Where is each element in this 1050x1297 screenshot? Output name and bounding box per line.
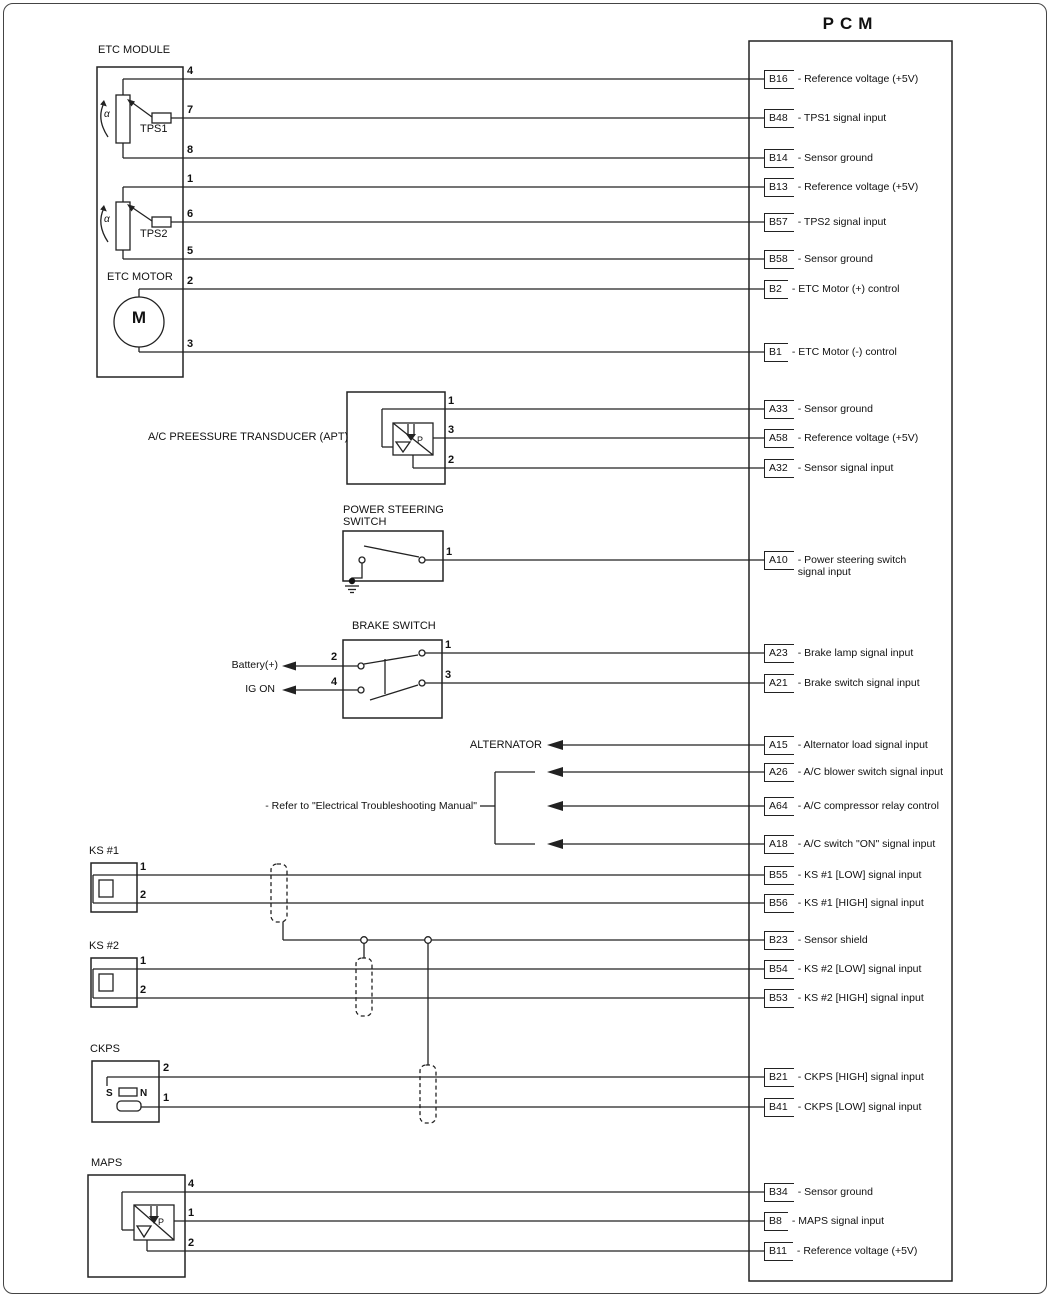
battery-label: Battery(+) — [231, 659, 278, 671]
ks2-pin-1: 1 — [140, 955, 147, 967]
pcm-pin-row-b2 — [764, 280, 900, 299]
pin-code: A32 — [764, 459, 794, 478]
maps-label: MAPS — [91, 1157, 123, 1169]
pin-code: B57 — [764, 213, 794, 232]
pcm-pin-row-a15 — [764, 736, 928, 755]
brake-pin-3: 3 — [445, 669, 452, 681]
ckps-label: CKPS — [90, 1043, 120, 1055]
pin-desc: - Sensor ground — [797, 403, 873, 415]
etc-pin-4: 4 — [187, 65, 194, 77]
etc-module-label: ETC MODULE — [98, 44, 171, 56]
ks1-graphic — [91, 863, 764, 912]
pin-desc: - Power steering switch signal input — [797, 554, 907, 578]
etc-pin-7: 7 — [187, 104, 194, 116]
pcm-pin-row-b48 — [764, 109, 886, 128]
motor-m-symbol: M — [131, 308, 147, 327]
pcm-pin-row-b21 — [764, 1068, 924, 1087]
pcm-pin-row-b58 — [764, 250, 873, 269]
ckps-n-symbol: N — [140, 1088, 148, 1099]
pcm-pin-row-b41 — [764, 1098, 921, 1117]
pcm-pin-row-b53 — [764, 989, 924, 1008]
pcm-pin-row-b14 — [764, 149, 873, 168]
pcm-title: PCM — [822, 14, 879, 33]
etc-motor-label: ETC MOTOR — [107, 271, 173, 283]
pin-code: B53 — [764, 989, 794, 1008]
pin-code: B2 — [764, 280, 788, 299]
pin-desc: - ETC Motor (-) control — [791, 346, 897, 358]
ks1-pin-1: 1 — [140, 861, 147, 873]
pin-desc: - CKPS [HIGH] signal input — [797, 1071, 924, 1083]
pin-code: B48 — [764, 109, 794, 128]
apt-pin-1: 1 — [448, 395, 455, 407]
etc-pin-8: 8 — [187, 144, 194, 156]
etc-module-graphic — [97, 67, 764, 377]
tps1-label: TPS1 — [140, 123, 168, 135]
pin-desc: - Sensor signal input — [797, 462, 894, 474]
pin-desc: - Sensor ground — [797, 1186, 873, 1198]
pin-code: B34 — [764, 1183, 794, 1202]
ckps-s-symbol: S — [106, 1088, 113, 1099]
etc-pin-1: 1 — [187, 173, 194, 185]
pin-code: A64 — [764, 797, 794, 816]
pin-code: A18 — [764, 835, 794, 854]
pcm-pin-row-a58 — [764, 429, 918, 448]
pin-code: A26 — [764, 763, 794, 782]
pin-code: B23 — [764, 931, 794, 950]
pcm-pin-row-b13 — [764, 178, 918, 197]
brake-switch-label: BRAKE SWITCH — [352, 620, 436, 632]
brake-switch-graphic — [282, 640, 764, 718]
apt-graphic — [347, 392, 764, 484]
power-steering-label-line2: SWITCH — [343, 516, 387, 528]
pin-code: B16 — [764, 70, 794, 89]
pin-desc: - KS #1 [HIGH] signal input — [797, 897, 924, 909]
pin-code: B11 — [764, 1242, 793, 1261]
pin-code: B41 — [764, 1098, 794, 1117]
ckps-graphic — [92, 1061, 764, 1122]
alternator-label: ALTERNATOR — [469, 739, 542, 751]
pcm-pin-row-a32 — [764, 459, 893, 478]
pcm-pin-row-b56 — [764, 894, 924, 913]
pin-code: B1 — [764, 343, 788, 362]
pcm-pin-row-b8 — [764, 1212, 884, 1231]
ckps-pin-1: 1 — [163, 1092, 170, 1104]
etc-pin-2: 2 — [187, 275, 194, 287]
pin-desc: - TPS1 signal input — [797, 112, 887, 124]
pss-pin-1: 1 — [446, 546, 453, 558]
pin-code: A21 — [764, 674, 794, 693]
pin-desc: - A/C compressor relay control — [797, 800, 939, 812]
pin-desc: - Sensor shield — [797, 934, 868, 946]
alternator-ac-graphic — [480, 740, 764, 849]
pcm-pin-row-b23 — [764, 931, 868, 950]
refer-note: - Refer to "Electrical Troubleshooting Manual" — [265, 800, 477, 812]
pcm-pin-row-a33 — [764, 400, 873, 419]
pin-code: B14 — [764, 149, 794, 168]
maps-pin-2: 2 — [188, 1237, 195, 1249]
etc-pin-5: 5 — [187, 245, 194, 257]
pin-desc: - Sensor ground — [797, 253, 873, 265]
pin-desc: - MAPS signal input — [791, 1215, 885, 1227]
pcm-pin-row-a23 — [764, 644, 913, 663]
pin-code: B58 — [764, 250, 794, 269]
maps-graphic — [88, 1175, 764, 1277]
pin-desc: - KS #1 [LOW] signal input — [797, 869, 922, 881]
pcm-pin-row-b57 — [764, 213, 886, 232]
pin-code: A58 — [764, 429, 794, 448]
pin-code: A10 — [764, 551, 794, 570]
etc-pin-6: 6 — [187, 208, 194, 220]
tps2-label: TPS2 — [140, 228, 168, 240]
pin-code: B55 — [764, 866, 794, 885]
pin-desc: - Reference voltage (+5V) — [797, 73, 919, 85]
brake-pin-1: 1 — [445, 639, 452, 651]
ks2-pin-2: 2 — [140, 984, 147, 996]
pin-desc: - Brake switch signal input — [797, 677, 920, 689]
pcm-pin-row-b55 — [764, 866, 921, 885]
pin-desc: - KS #2 [HIGH] signal input — [797, 992, 924, 1004]
pcm-pin-row-a21 — [764, 674, 920, 693]
pin-desc: - CKPS [LOW] signal input — [797, 1101, 922, 1113]
pin-desc: - KS #2 [LOW] signal input — [797, 963, 922, 975]
pin-desc: - A/C switch "ON" signal input — [797, 838, 936, 850]
pin-desc: - ETC Motor (+) control — [791, 283, 900, 295]
etc-pin-3: 3 — [187, 338, 194, 350]
tps1-alpha-symbol: α — [104, 109, 110, 120]
pin-code: B8 — [764, 1212, 788, 1231]
pin-code: A15 — [764, 736, 794, 755]
maps-pin-1: 1 — [188, 1207, 195, 1219]
apt-label: A/C PREESSURE TRANSDUCER (APT) — [148, 431, 349, 443]
pin-code: A33 — [764, 400, 794, 419]
pin-code: B13 — [764, 178, 794, 197]
apt-pin-2: 2 — [448, 454, 455, 466]
pcm-pin-row-a18 — [764, 835, 935, 854]
brake-pin-4: 4 — [331, 676, 338, 688]
power-steering-graphic — [343, 531, 764, 593]
pin-code: B21 — [764, 1068, 794, 1087]
pin-code: A23 — [764, 644, 794, 663]
pin-desc: - Reference voltage (+5V) — [797, 181, 919, 193]
apt-p-symbol: P — [417, 435, 424, 445]
pcm-pin-row-b11 — [764, 1242, 917, 1261]
apt-pin-3: 3 — [448, 424, 455, 436]
pcm-pin-row-b54 — [764, 960, 921, 979]
pin-desc: - Brake lamp signal input — [797, 647, 914, 659]
power-steering-label-line1: POWER STEERING — [343, 504, 444, 516]
pcm-pin-row-b16 — [764, 70, 918, 89]
pin-desc: - Reference voltage (+5V) — [797, 432, 919, 444]
ckps-pin-2: 2 — [163, 1062, 170, 1074]
pin-code: B54 — [764, 960, 794, 979]
maps-pin-4: 4 — [188, 1178, 195, 1190]
brake-pin-2: 2 — [331, 651, 338, 663]
ig-on-label: IG ON — [245, 683, 275, 695]
pcm-pin-row-a10 — [764, 551, 924, 578]
tps2-alpha-symbol: α — [104, 214, 110, 225]
pin-desc: - A/C blower switch signal input — [797, 766, 944, 778]
pin-desc: - TPS2 signal input — [797, 216, 887, 228]
pcm-pin-row-b1 — [764, 343, 897, 362]
pcm-pin-row-b34 — [764, 1183, 873, 1202]
pin-code: B56 — [764, 894, 794, 913]
ks1-label: KS #1 — [89, 845, 119, 857]
pin-desc: - Reference voltage (+5V) — [796, 1245, 918, 1257]
pcm-pin-row-a64 — [764, 797, 939, 816]
pin-desc: - Sensor ground — [797, 152, 873, 164]
maps-p-symbol: P — [158, 1217, 165, 1227]
ks2-label: KS #2 — [89, 940, 119, 952]
ks1-pin-2: 2 — [140, 889, 147, 901]
pcm-pin-row-a26 — [764, 763, 943, 782]
pin-desc: - Alternator load signal input — [797, 739, 928, 751]
